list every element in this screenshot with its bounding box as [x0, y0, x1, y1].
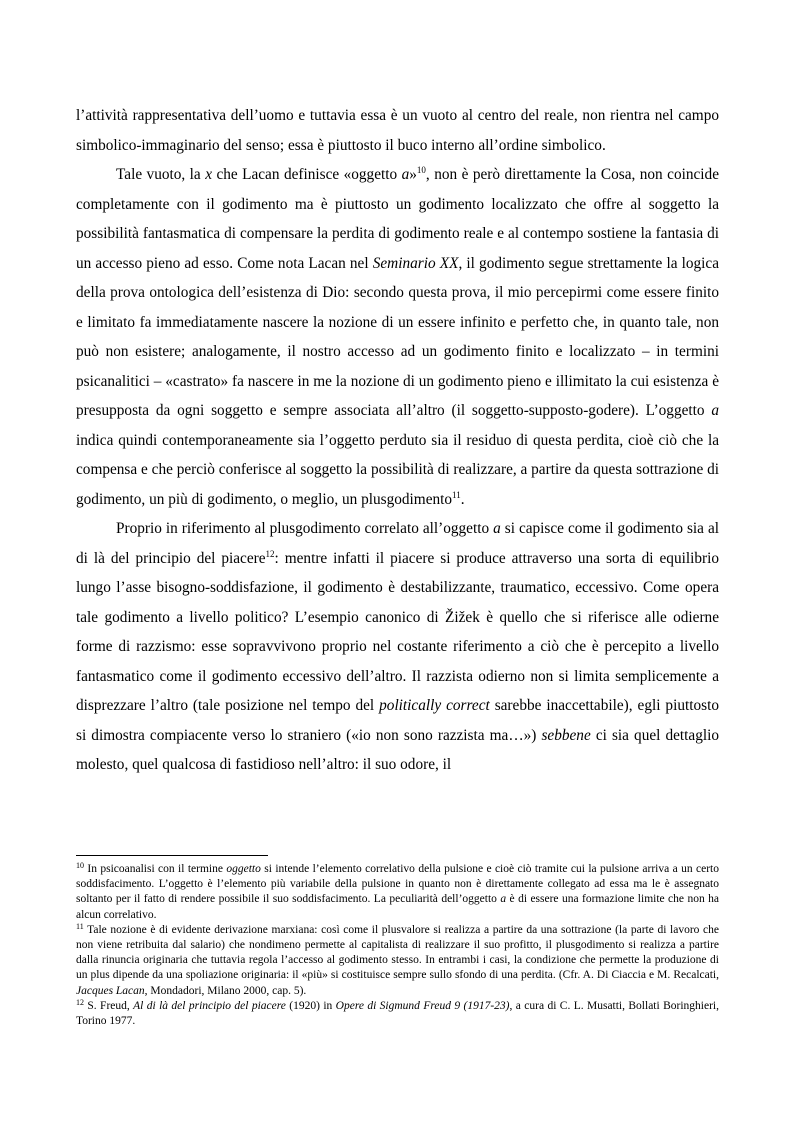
italic-run: x — [205, 166, 212, 183]
paragraph — [76, 160, 719, 514]
italic-run: a — [493, 520, 501, 537]
text-run: , Mondadori, Milano 2000, cap. 5). — [144, 984, 307, 997]
footnote-ref: 12 — [265, 548, 275, 559]
text-run: : mentre infatti il piacere si produce attraverso una sorta di equilibrio lungo l’asse bisogno-soddisfazione, il godimento è destabilizzante, traumatico, eccessivo. Come opera tale godimento a livello politico? L’esempio canonico di Žižek è quello che si riferisce alle odierne forme di razzismo: esse sopravvivono proprio nel costante riferimento a ciò che è percepito a livello fantasmatico come il godimento eccessivo dell’altro. Il razzista odierno non si limita semplicemente a disprezzare l’altro (tale posizione nel tempo del — [76, 549, 719, 714]
italic-run: Opere di Sigmund Freud 9 (1917-23) — [335, 999, 510, 1012]
italic-run: Jacques Lacan — [76, 984, 145, 997]
text-run: si capisce come il godimento sia al di là del principio del piacere — [76, 520, 719, 567]
italic-run: politically correct — [379, 697, 490, 714]
footnote — [76, 923, 719, 999]
text-run: Tale nozione è di evidente derivazione marxiana: così come il plusvalore si realizza a partire da una sottrazione (la parte di lavoro che non viene retribuita dal salario) che nondimeno permette al capitalista di realizzare il suo profitto, il plusgodimento si realizza a partire dalla rinuncia originaria che tuttavia regola l’accesso al godimento stesso. In entrambi i casi, la condizione che permette la produzione di un plus dipende da una spoliazione originaria: il «più» si costituisce sempre sullo sfondo di una perdita. (Cfr. A. Di Ciaccia e M. Recalcati, — [76, 923, 719, 982]
footnote-ref: 11 — [452, 489, 461, 500]
text-run: che Lacan definisce «oggetto — [211, 166, 402, 183]
paragraph — [76, 514, 719, 780]
footnotes — [76, 862, 719, 1029]
paragraph — [76, 101, 719, 160]
text-run: (1920) in — [285, 999, 336, 1012]
footnote-ref: 10 — [416, 165, 426, 175]
text-run: ci sia quel dettaglio molesto, quel qualcosa di fastidioso nell’altro: il suo odore, il — [76, 726, 719, 773]
italic-run: Seminario XX — [372, 254, 459, 272]
text-run: , non è però direttamente la Cosa, non coincide completamente con il godimento ma è piuttosto un godimento localizzato che offre al soggetto la possibilità fantasmatica di compensare la perdita di godimento reale e al contempo sostiene la fantasia di un accesso pieno ad esso. Come nota Lacan nel — [76, 166, 719, 272]
text-run: è di essere una formazione limite che non ha alcun correlativo. — [76, 893, 719, 921]
italic-run: a — [711, 402, 719, 419]
text-run: In psicoanalisi con il termine — [84, 863, 227, 875]
footnote-ref: 12 — [76, 997, 84, 1007]
text-run: sarebbe inaccettabile), egli piuttosto si dimostra compiacente verso lo straniero («io non sono razzista ma…») — [76, 697, 719, 744]
text-run: S. Freud, — [84, 999, 134, 1012]
text-run: Proprio in riferimento al plusgodimento correlato all’oggetto — [116, 520, 494, 537]
footnote-ref: 11 — [76, 921, 84, 931]
body-text — [76, 101, 719, 780]
italic-run: sebbene — [541, 726, 591, 744]
text-run: . — [460, 490, 465, 508]
italic-run: Al di là del principio del piacere — [133, 999, 286, 1012]
text-run: , il godimento segue strettamente la logica della prova ontologica dell’esistenza di Dio: secondo questa prova, il mio percepirmi come essere finito e limitato fa immediatamente nascere la nozione di un essere infinito e perfetto che, in quanto tale, non può non esistere; analogamente, il nostro accesso ad un godimento finito e localizzato – in termini psicanalitici – «castrato» fa nascere in me la nozione di un godimento pieno e illimitato la cui esistenza è presupposta da ogni soggetto e sempre associata all’altro (il soggetto-supposto-godere). L’oggetto — [76, 254, 719, 419]
footnote-separator — [76, 855, 268, 856]
footnote-ref: 10 — [76, 861, 84, 870]
italic-run: oggetto — [226, 863, 261, 875]
text-run: si intende l’elemento correlativo della pulsione e cioè ciò tramite cui la pulsione arriva a un certo soddisfacimento. L’oggetto è l’elemento più variabile della pulsione in quanto non è direttamente collegato ad essa ma le è assegnato soltanto per il fatto di rendere possibile il suo soddisfacimento. La peculiarità dell’oggetto — [76, 863, 719, 906]
footnote — [76, 999, 719, 1029]
text-run: indica quindi contemporaneamente sia l’oggetto perduto sia il residuo di questa perdita, cioè ciò che la compensa e che perciò conferisce al soggetto la possibilità di realizzare, a partire da questa sottrazione di godimento, un più di godimento, o meglio, un plusgodimento — [76, 431, 719, 508]
italic-run: a — [500, 893, 507, 906]
text-run: , a cura di C. L. Musatti, Bollati Boringhieri, Torino 1977. — [76, 999, 719, 1028]
text-run: Tale vuoto, la — [116, 166, 206, 183]
footnote — [76, 862, 719, 923]
text-run: l’attività rappresentativa dell’uomo e tuttavia essa è un vuoto al centro del reale, non rientra nel campo simbolico-immaginario del senso; essa è piuttosto il buco interno all’ordine simbolico. — [76, 107, 719, 154]
italic-run: a — [401, 166, 410, 183]
text-run: » — [409, 166, 417, 183]
